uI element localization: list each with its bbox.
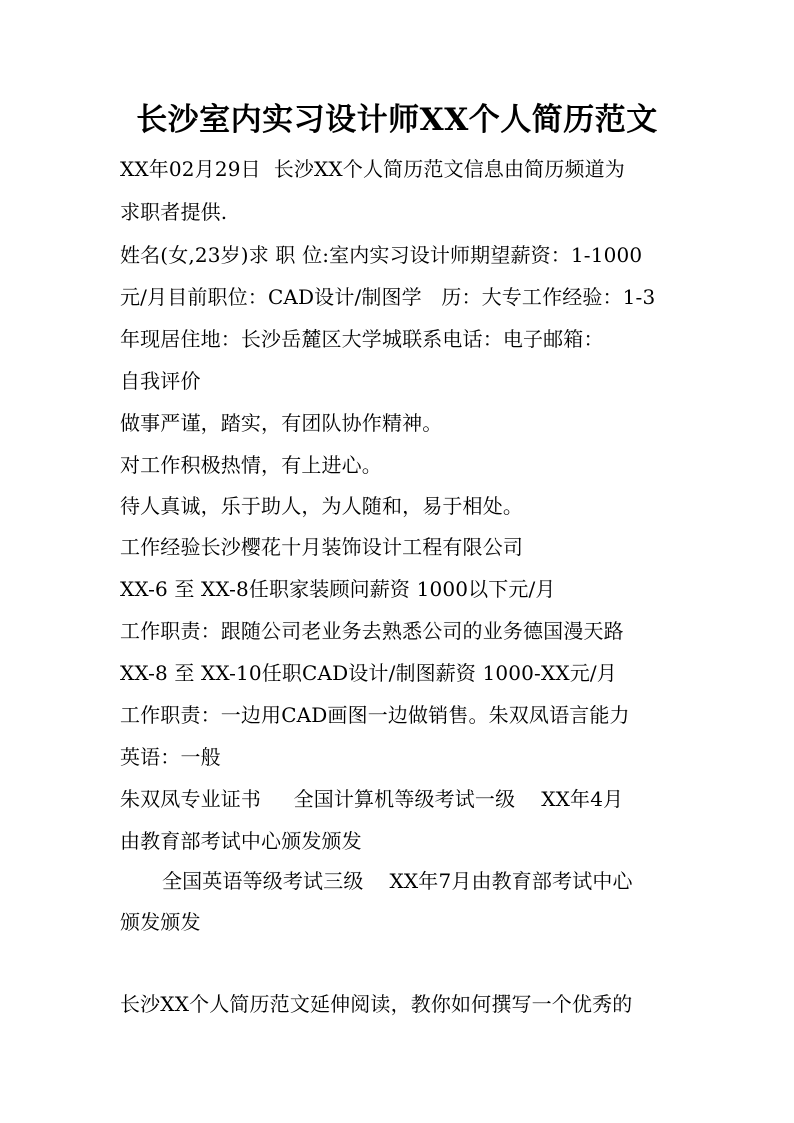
body-line: XX-8 至 XX-10任职CAD设计/制图薪资 1000-XX元/月 xyxy=(120,661,617,685)
body-line: 工作职责：一边用CAD画图一边做销售。朱双凤语言能力 xyxy=(120,703,630,727)
body-line: 颁发颁发 xyxy=(120,910,201,934)
body-line: 求职者提供. xyxy=(120,200,228,224)
body-line: 工作职责：跟随公司老业务去熟悉公司的业务德国漫天路 xyxy=(120,619,624,643)
body-line: 朱双凤专业证书 全国计算机等级考试一级 XX年4月 xyxy=(120,787,624,811)
body-line: 全国英语等级考试三级 XX年7月由教育部考试中心 xyxy=(162,869,633,893)
body-line: XX-6 至 XX-8任职家装顾问薪资 1000以下元/月 xyxy=(120,577,556,601)
body-line: 长沙XX个人简历范文延伸阅读，教你如何撰写一个优秀的 xyxy=(120,992,633,1016)
body-line: 由教育部考试中心颁发颁发 xyxy=(120,829,362,853)
body-line: 年现居住地：长沙岳麓区大学城联系电话：电子邮箱： xyxy=(120,327,604,351)
body-line: 姓名(女,23岁)求 职 位:室内实习设计师期望薪资：1-1000 xyxy=(120,243,643,267)
body-line: 英语：一般 xyxy=(120,745,221,769)
section-heading: 自我评价 xyxy=(120,369,201,393)
body-line: 元/月目前职位：CAD设计/制图学 历：大专工作经验：1-3 xyxy=(120,285,656,309)
document-title: 长沙室内实习设计师XX个人简历范文 xyxy=(136,102,658,138)
body-line: 待人真诚，乐于助人，为人随和，易于相处。 xyxy=(120,494,523,518)
body-line: XX年02月29日 长沙XX个人简历范文信息由简历频道为 xyxy=(120,157,625,181)
body-line: 对工作积极热情，有上进心。 xyxy=(120,453,382,477)
body-line: 做事严谨，踏实，有团队协作精神。 xyxy=(120,411,443,435)
section-heading: 工作经验长沙樱花十月装饰设计工程有限公司 xyxy=(120,535,523,559)
